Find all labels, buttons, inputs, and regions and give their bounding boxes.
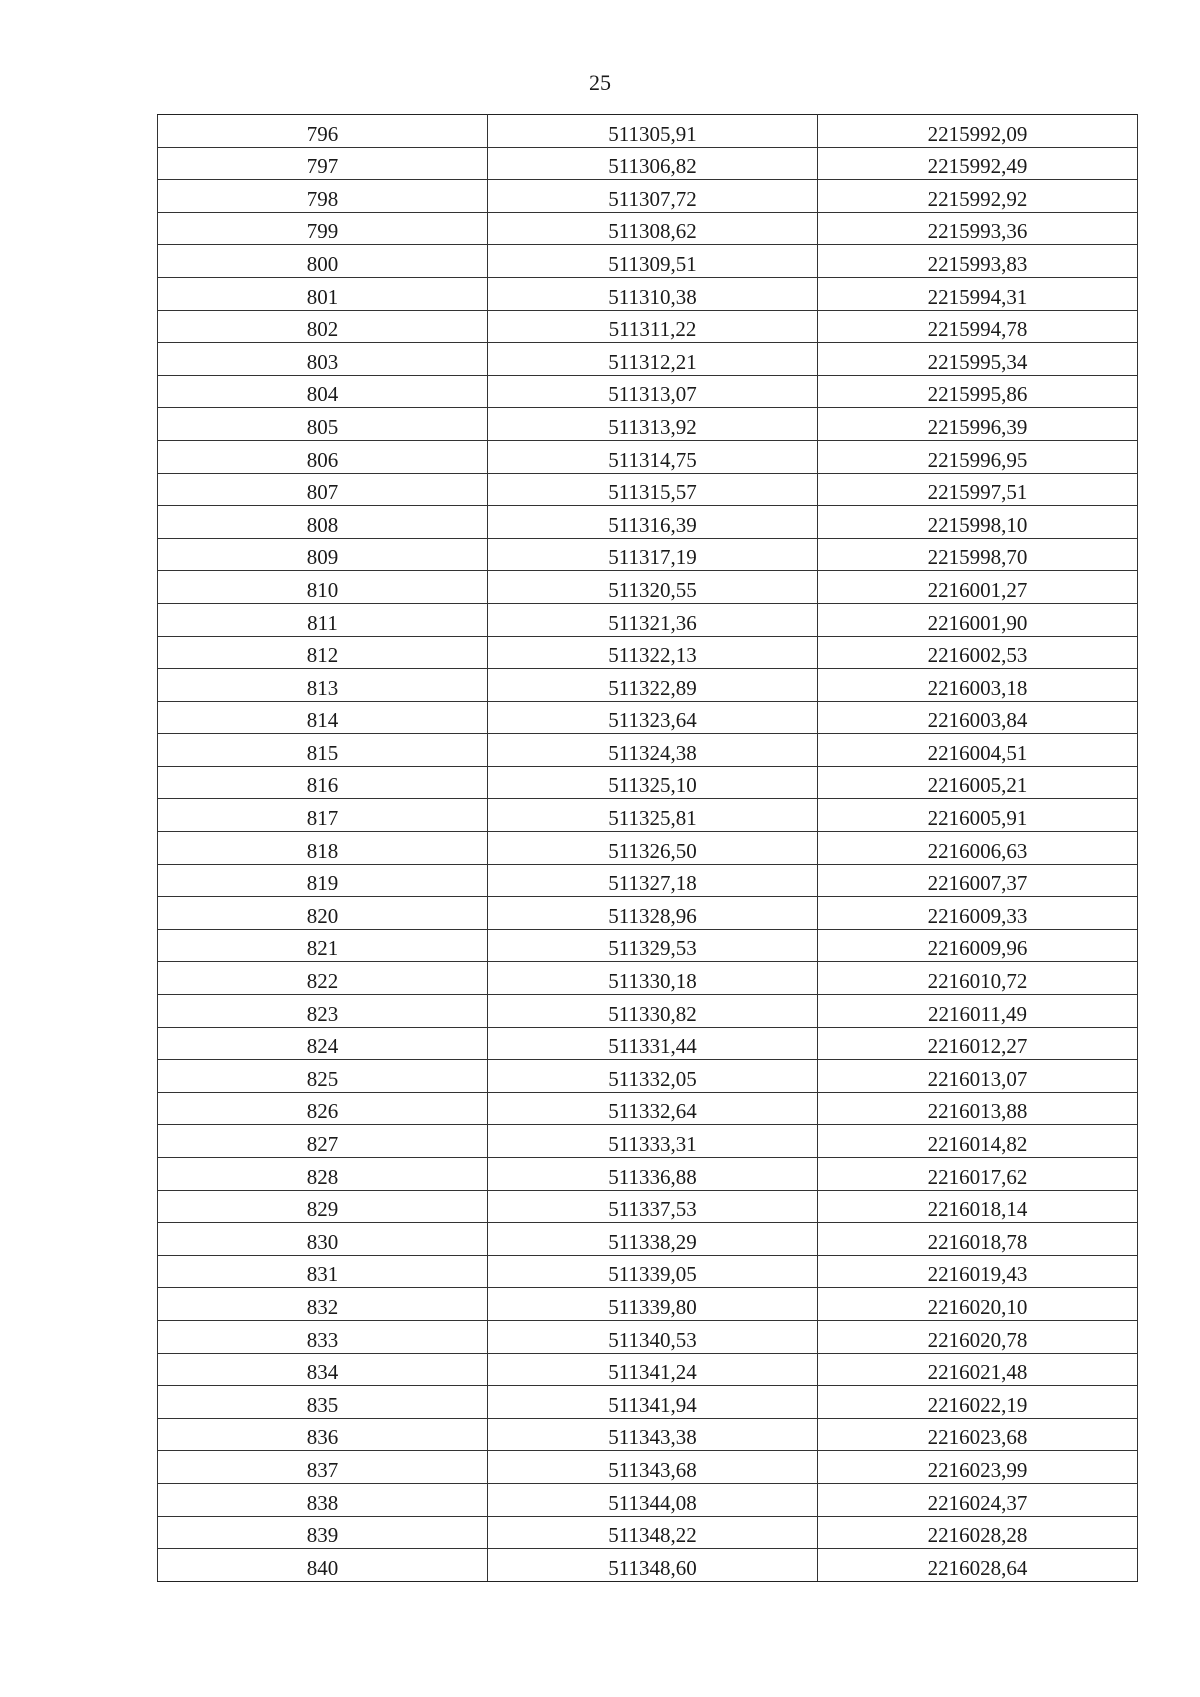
y-coordinate-cell: 2215993,36 xyxy=(818,212,1138,245)
point-number-cell: 817 xyxy=(158,799,488,832)
x-coordinate-cell: 511315,57 xyxy=(488,473,818,506)
point-number-cell: 829 xyxy=(158,1190,488,1223)
table-row xyxy=(158,115,1138,148)
table-row xyxy=(158,1483,1138,1516)
y-coordinate-cell: 2216017,62 xyxy=(818,1158,1138,1191)
point-number-cell: 831 xyxy=(158,1255,488,1288)
y-coordinate-cell: 2216023,68 xyxy=(818,1418,1138,1451)
table-row xyxy=(158,375,1138,408)
page-number: 25 xyxy=(589,70,611,95)
x-coordinate-cell: 511321,36 xyxy=(488,603,818,636)
table-row xyxy=(158,147,1138,180)
table-row xyxy=(158,506,1138,539)
table-row xyxy=(158,962,1138,995)
table-row xyxy=(158,1353,1138,1386)
y-coordinate-cell: 2215992,09 xyxy=(818,115,1138,148)
table-row xyxy=(158,1255,1138,1288)
x-coordinate-cell: 511332,05 xyxy=(488,1060,818,1093)
y-coordinate-cell: 2216005,21 xyxy=(818,766,1138,799)
point-number-cell: 815 xyxy=(158,734,488,767)
y-coordinate-cell: 2216021,48 xyxy=(818,1353,1138,1386)
x-coordinate-cell: 511323,64 xyxy=(488,701,818,734)
point-number-cell: 797 xyxy=(158,147,488,180)
point-number-cell: 828 xyxy=(158,1158,488,1191)
y-coordinate-cell: 2216009,96 xyxy=(818,929,1138,962)
x-coordinate-cell: 511348,60 xyxy=(488,1549,818,1582)
table-row xyxy=(158,995,1138,1028)
y-coordinate-cell: 2215996,95 xyxy=(818,440,1138,473)
y-coordinate-cell: 2216009,33 xyxy=(818,897,1138,930)
point-number-cell: 809 xyxy=(158,538,488,571)
y-coordinate-cell: 2216002,53 xyxy=(818,636,1138,669)
y-coordinate-cell: 2216006,63 xyxy=(818,832,1138,865)
x-coordinate-cell: 511326,50 xyxy=(488,832,818,865)
y-coordinate-cell: 2216019,43 xyxy=(818,1255,1138,1288)
y-coordinate-cell: 2216028,64 xyxy=(818,1549,1138,1582)
point-number-cell: 812 xyxy=(158,636,488,669)
x-coordinate-cell: 511317,19 xyxy=(488,538,818,571)
table-row xyxy=(158,538,1138,571)
table-row xyxy=(158,1418,1138,1451)
table-row xyxy=(158,212,1138,245)
x-coordinate-cell: 511320,55 xyxy=(488,571,818,604)
x-coordinate-cell: 511332,64 xyxy=(488,1092,818,1125)
table-row xyxy=(158,669,1138,702)
y-coordinate-cell: 2216001,90 xyxy=(818,603,1138,636)
point-number-cell: 800 xyxy=(158,245,488,278)
x-coordinate-cell: 511340,53 xyxy=(488,1320,818,1353)
table-row xyxy=(158,897,1138,930)
y-coordinate-cell: 2216018,78 xyxy=(818,1223,1138,1256)
x-coordinate-cell: 511311,22 xyxy=(488,310,818,343)
point-number-cell: 801 xyxy=(158,277,488,310)
point-number-cell: 838 xyxy=(158,1483,488,1516)
coordinates-table-body xyxy=(158,115,1138,1582)
table-row xyxy=(158,701,1138,734)
table-row xyxy=(158,310,1138,343)
y-coordinate-cell: 2215992,92 xyxy=(818,180,1138,213)
table-row xyxy=(158,1451,1138,1484)
point-number-cell: 837 xyxy=(158,1451,488,1484)
point-number-cell: 827 xyxy=(158,1125,488,1158)
y-coordinate-cell: 2216011,49 xyxy=(818,995,1138,1028)
point-number-cell: 820 xyxy=(158,897,488,930)
y-coordinate-cell: 2215998,70 xyxy=(818,538,1138,571)
table-row xyxy=(158,473,1138,506)
x-coordinate-cell: 511330,18 xyxy=(488,962,818,995)
point-number-cell: 826 xyxy=(158,1092,488,1125)
point-number-cell: 821 xyxy=(158,929,488,962)
x-coordinate-cell: 511313,92 xyxy=(488,408,818,441)
y-coordinate-cell: 2215994,31 xyxy=(818,277,1138,310)
point-number-cell: 796 xyxy=(158,115,488,148)
y-coordinate-cell: 2215998,10 xyxy=(818,506,1138,539)
point-number-cell: 825 xyxy=(158,1060,488,1093)
x-coordinate-cell: 511309,51 xyxy=(488,245,818,278)
y-coordinate-cell: 2215997,51 xyxy=(818,473,1138,506)
point-number-cell: 835 xyxy=(158,1386,488,1419)
table-row xyxy=(158,799,1138,832)
x-coordinate-cell: 511324,38 xyxy=(488,734,818,767)
x-coordinate-cell: 511322,89 xyxy=(488,669,818,702)
y-coordinate-cell: 2215992,49 xyxy=(818,147,1138,180)
y-coordinate-cell: 2216007,37 xyxy=(818,864,1138,897)
x-coordinate-cell: 511344,08 xyxy=(488,1483,818,1516)
table-row xyxy=(158,766,1138,799)
y-coordinate-cell: 2216020,78 xyxy=(818,1320,1138,1353)
point-number-cell: 813 xyxy=(158,669,488,702)
table-row xyxy=(158,1320,1138,1353)
table-row xyxy=(158,864,1138,897)
point-number-cell: 816 xyxy=(158,766,488,799)
x-coordinate-cell: 511341,94 xyxy=(488,1386,818,1419)
point-number-cell: 822 xyxy=(158,962,488,995)
y-coordinate-cell: 2216004,51 xyxy=(818,734,1138,767)
y-coordinate-cell: 2216013,88 xyxy=(818,1092,1138,1125)
table-row xyxy=(158,571,1138,604)
x-coordinate-cell: 511327,18 xyxy=(488,864,818,897)
point-number-cell: 798 xyxy=(158,180,488,213)
x-coordinate-cell: 511336,88 xyxy=(488,1158,818,1191)
x-coordinate-cell: 511325,81 xyxy=(488,799,818,832)
y-coordinate-cell: 2215995,86 xyxy=(818,375,1138,408)
x-coordinate-cell: 511329,53 xyxy=(488,929,818,962)
y-coordinate-cell: 2215996,39 xyxy=(818,408,1138,441)
x-coordinate-cell: 511325,10 xyxy=(488,766,818,799)
point-number-cell: 811 xyxy=(158,603,488,636)
point-number-cell: 814 xyxy=(158,701,488,734)
x-coordinate-cell: 511348,22 xyxy=(488,1516,818,1549)
table-row xyxy=(158,1092,1138,1125)
point-number-cell: 818 xyxy=(158,832,488,865)
x-coordinate-cell: 511339,80 xyxy=(488,1288,818,1321)
x-coordinate-cell: 511343,38 xyxy=(488,1418,818,1451)
y-coordinate-cell: 2216022,19 xyxy=(818,1386,1138,1419)
table-row xyxy=(158,1288,1138,1321)
y-coordinate-cell: 2216028,28 xyxy=(818,1516,1138,1549)
table-row xyxy=(158,1516,1138,1549)
table-row xyxy=(158,603,1138,636)
x-coordinate-cell: 511307,72 xyxy=(488,180,818,213)
y-coordinate-cell: 2215993,83 xyxy=(818,245,1138,278)
point-number-cell: 803 xyxy=(158,343,488,376)
y-coordinate-cell: 2216023,99 xyxy=(818,1451,1138,1484)
y-coordinate-cell: 2216001,27 xyxy=(818,571,1138,604)
table-row xyxy=(158,343,1138,376)
table-row xyxy=(158,1190,1138,1223)
x-coordinate-cell: 511305,91 xyxy=(488,115,818,148)
y-coordinate-cell: 2216005,91 xyxy=(818,799,1138,832)
point-number-cell: 830 xyxy=(158,1223,488,1256)
point-number-cell: 836 xyxy=(158,1418,488,1451)
point-number-cell: 824 xyxy=(158,1027,488,1060)
x-coordinate-cell: 511338,29 xyxy=(488,1223,818,1256)
point-number-cell: 804 xyxy=(158,375,488,408)
point-number-cell: 805 xyxy=(158,408,488,441)
table-row xyxy=(158,1060,1138,1093)
point-number-cell: 840 xyxy=(158,1549,488,1582)
table-row xyxy=(158,408,1138,441)
point-number-cell: 834 xyxy=(158,1353,488,1386)
x-coordinate-cell: 511337,53 xyxy=(488,1190,818,1223)
x-coordinate-cell: 511310,38 xyxy=(488,277,818,310)
x-coordinate-cell: 511331,44 xyxy=(488,1027,818,1060)
point-number-cell: 802 xyxy=(158,310,488,343)
x-coordinate-cell: 511312,21 xyxy=(488,343,818,376)
table-row xyxy=(158,1027,1138,1060)
point-number-cell: 799 xyxy=(158,212,488,245)
point-number-cell: 833 xyxy=(158,1320,488,1353)
x-coordinate-cell: 511322,13 xyxy=(488,636,818,669)
x-coordinate-cell: 511330,82 xyxy=(488,995,818,1028)
x-coordinate-cell: 511339,05 xyxy=(488,1255,818,1288)
point-number-cell: 839 xyxy=(158,1516,488,1549)
coordinates-table xyxy=(157,114,1138,1582)
point-number-cell: 810 xyxy=(158,571,488,604)
x-coordinate-cell: 511333,31 xyxy=(488,1125,818,1158)
table-row xyxy=(158,636,1138,669)
table-row xyxy=(158,734,1138,767)
x-coordinate-cell: 511314,75 xyxy=(488,440,818,473)
table-row xyxy=(158,1549,1138,1582)
point-number-cell: 832 xyxy=(158,1288,488,1321)
y-coordinate-cell: 2215994,78 xyxy=(818,310,1138,343)
point-number-cell: 807 xyxy=(158,473,488,506)
y-coordinate-cell: 2216020,10 xyxy=(818,1288,1138,1321)
x-coordinate-cell: 511308,62 xyxy=(488,212,818,245)
table-row xyxy=(158,1158,1138,1191)
point-number-cell: 808 xyxy=(158,506,488,539)
y-coordinate-cell: 2216003,84 xyxy=(818,701,1138,734)
x-coordinate-cell: 511313,07 xyxy=(488,375,818,408)
table-row xyxy=(158,180,1138,213)
table-row xyxy=(158,832,1138,865)
point-number-cell: 823 xyxy=(158,995,488,1028)
x-coordinate-cell: 511341,24 xyxy=(488,1353,818,1386)
x-coordinate-cell: 511343,68 xyxy=(488,1451,818,1484)
point-number-cell: 819 xyxy=(158,864,488,897)
y-coordinate-cell: 2216013,07 xyxy=(818,1060,1138,1093)
table-row xyxy=(158,245,1138,278)
table-row xyxy=(158,440,1138,473)
y-coordinate-cell: 2216003,18 xyxy=(818,669,1138,702)
point-number-cell: 806 xyxy=(158,440,488,473)
y-coordinate-cell: 2216024,37 xyxy=(818,1483,1138,1516)
table-row xyxy=(158,929,1138,962)
x-coordinate-cell: 511306,82 xyxy=(488,147,818,180)
y-coordinate-cell: 2215995,34 xyxy=(818,343,1138,376)
y-coordinate-cell: 2216010,72 xyxy=(818,962,1138,995)
x-coordinate-cell: 511328,96 xyxy=(488,897,818,930)
x-coordinate-cell: 511316,39 xyxy=(488,506,818,539)
y-coordinate-cell: 2216012,27 xyxy=(818,1027,1138,1060)
table-row xyxy=(158,1386,1138,1419)
y-coordinate-cell: 2216014,82 xyxy=(818,1125,1138,1158)
table-row xyxy=(158,1125,1138,1158)
table-row xyxy=(158,1223,1138,1256)
table-row xyxy=(158,277,1138,310)
y-coordinate-cell: 2216018,14 xyxy=(818,1190,1138,1223)
